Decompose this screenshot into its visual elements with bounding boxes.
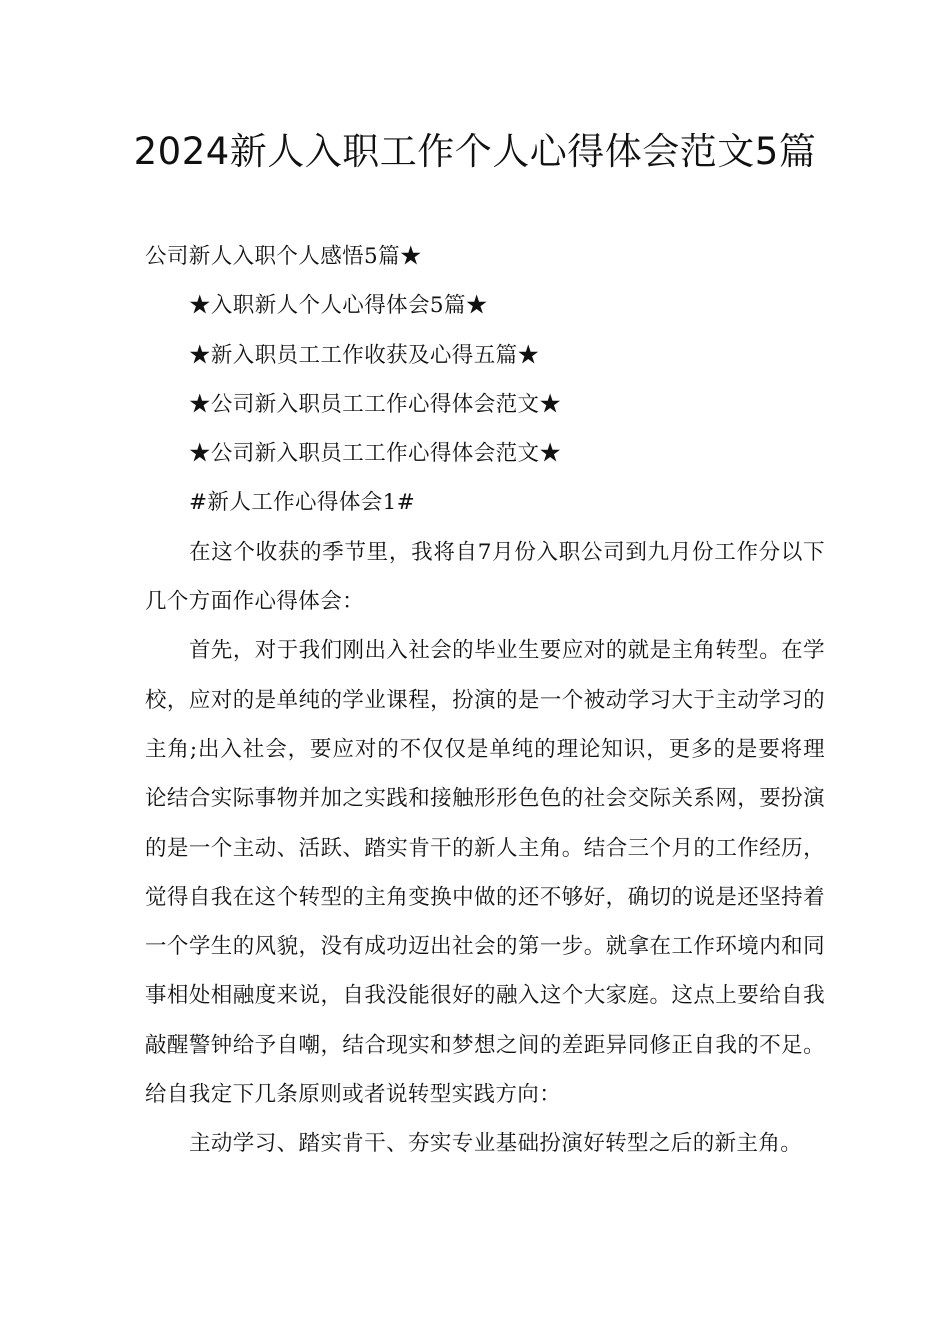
paragraph-body-1: 在这个收获的季节里，我将自7月份入职公司到九月份工作分以下几个方面作心得体会： [145, 539, 825, 615]
paragraph-link-3: ★公司新入职员工工作心得体会范文★ [189, 391, 562, 417]
document-body [145, 232, 825, 1169]
paragraph-link-4: ★公司新入职员工工作心得体会范文★ [189, 441, 562, 467]
paragraph-link-2: ★新入职员工工作收获及心得五篇★ [189, 342, 540, 368]
paragraph-link-1: ★入职新人个人心得体会5篇★ [189, 293, 488, 319]
paragraph-intro-link: 公司新人入职个人感悟5篇★ [145, 244, 422, 269]
paragraph-body-2: 首先，对于我们刚出入社会的毕业生要应对的就是主角转型。在学校，应对的是单纯的学业课程，扮演的是一个被动学习大于主动学习的主角;出入社会，要应对的不仅仅是单纯的理论知识，更多的是要将理论结合实际事物并加之实践和接触形形色色的社会交际关系网，要扮演的是一个主动、活跃、踏实肯干的新人主角。结合三个月的工作经历，觉得自我在这个转型的主角变换中做的还不够好，确切的说是还坚持着一个学生的风貌，没有成功迈出社会的第一步。就拿在工作环境内和同事相处相融度来说，自我没能很好的融入这个大家庭。这点上要给自我敲醒警钟给予自嘲，结合现实和梦想之间的差距异同修正自我的不足。给自我定下几条原则或者说转型实践方向： [145, 638, 825, 1108]
section-heading: #新人工作心得体会1# [189, 490, 416, 516]
document-title: 2024新人入职工作个人心得体会范文5篇 [133, 130, 817, 173]
paragraph-body-3: 主动学习、踏实肯干、夯实专业基础扮演好转型之后的新主角。 [189, 1131, 803, 1157]
